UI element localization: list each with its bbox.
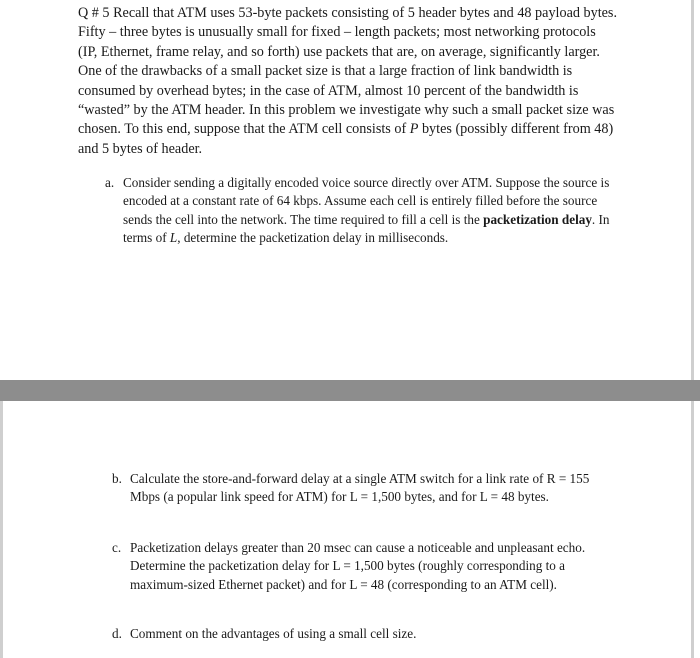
item-label: c. — [112, 540, 122, 555]
item-text — [123, 174, 615, 248]
item-label: d. — [112, 626, 122, 641]
question-intro-part1: Q # 5 Recall that ATM uses 53-byte packets consisting of 5 header bytes and 48 payload bytes. Fifty – three bytes is unusually small for fixed – length packets; most networking protocols (IP, Ethernet, frame relay, and so forth) use packets that are, on average, significantly larger. One of the drawbacks of a small packet size is that a large fraction of link bandwidth is consumed by overhead bytes; in the case of ATM, almost 10 percent of the bandwidth is “wasted” by the ATM header. In this problem we investigate why such a small packet size was chosen. To this end, suppose that the ATM cell consists of — [78, 5, 618, 138]
item-text: Calculate the store-and-forward delay at a single ATM switch for a link rate of R = 155 Mbps (a popular link speed for ATM) for L = 1,500 bytes, and for L = 48 bytes. — [130, 471, 590, 505]
variable-l: L — [169, 230, 178, 246]
question-intro-part2: bytes (possibly different from 48) and 5 bytes of header. — [78, 121, 614, 157]
item-text-part1: Consider sending a digitally encoded voice source directly over ATM. Suppose the source is encoded at a constant rate of 64 kbps. Assume each cell is entirely filled before the source sends the cell into the network. The time required to fill a cell is the — [123, 175, 610, 227]
question-intro-variable: P — [409, 121, 419, 138]
page-separator — [0, 380, 700, 401]
item-text-part3: , determine the packetization delay in milliseconds. — [177, 230, 449, 246]
item-label: b. — [112, 471, 122, 486]
question-intro — [78, 4, 618, 159]
item-text-part2: . In terms of — [123, 211, 610, 246]
document-page-bottom — [0, 401, 694, 658]
item-label: a. — [105, 175, 115, 190]
item-text: Packetization delays greater than 20 msec can cause a noticeable and unpleasant echo. Determine the packetization delay for L = 1,500 bytes (roughly corresponding to a maximum-sized Ethernet packet) and for L = 48 (corresponding to an ATM cell). — [130, 540, 586, 592]
item-text: Comment on the advantages of using a small cell size. — [130, 626, 417, 641]
bold-term: packetization delay — [483, 211, 592, 227]
